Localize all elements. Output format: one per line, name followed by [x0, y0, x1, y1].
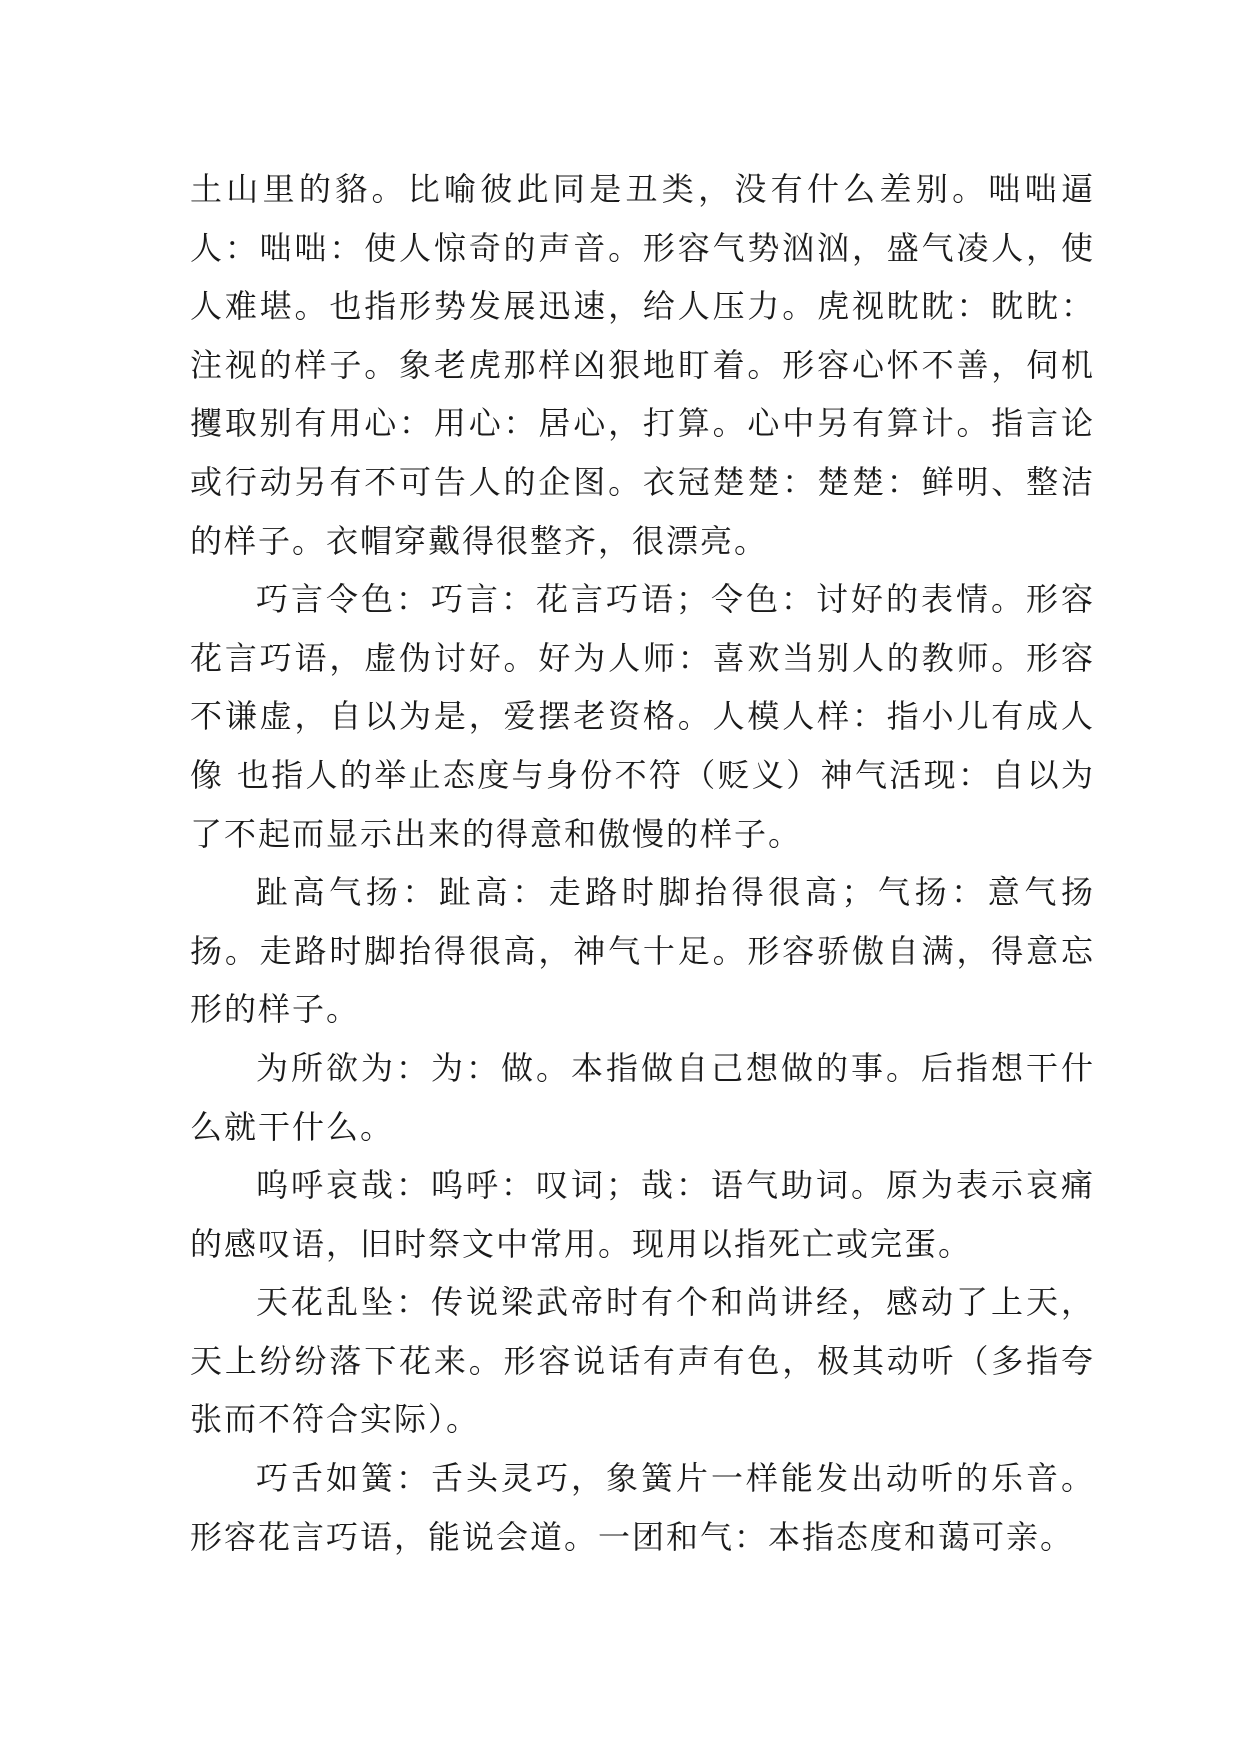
paragraph-6: 天花乱坠：传说梁武帝时有个和尚讲经，感动了上天，天上纷纷落下花来。形容说话有声有色，极其动听（多指夸张而不符合实际）。: [190, 1283, 1095, 1439]
paragraph-1: 土山里的貉。比喻彼此同是丑类，没有什么差别。咄咄逼人：咄咄：使人惊奇的声音。形容气势汹汹，盛气凌人，使人难堪。也指形势发展迅速，给人压力。虎视眈眈：眈眈：注视的样子。象老虎那样凶狠地盯着。形容心怀不善，伺机攫取别有用心：用心：居心，打算。心中另有算计。指言论或行动另有不可告人的企图。衣冠楚楚：楚楚：鲜明、整洁的样子。衣帽穿戴得很整齐，很漂亮。: [190, 170, 1095, 560]
paragraph-7: 巧舌如簧：舌头灵巧，象簧片一样能发出动听的乐音。形容花言巧语，能说会道。一团和气：本指态度和蔼可亲。: [190, 1459, 1095, 1556]
paragraph-4: 为所欲为：为：做。本指做自己想做的事。后指想干什么就干什么。: [190, 1048, 1095, 1146]
paragraph-5: 呜呼哀哉：呜呼：叹词；哉：语气助词。原为表示哀痛的感叹语，旧时祭文中常用。现用以指死亡或完蛋。: [190, 1166, 1095, 1263]
document-body: [190, 160, 1095, 1566]
paragraph-3: 趾高气扬：趾高：走路时脚抬得很高；气扬：意气扬扬。走路时脚抬得很高，神气十足。形容骄傲自满，得意忘形的样子。: [190, 873, 1095, 1029]
paragraph-2: 巧言令色：巧言：花言巧语；令色：讨好的表情。形容花言巧语，虚伪讨好。好为人师：喜欢当别人的教师。形容不谦虚，自以为是，爱摆老资格。人模人样：指小儿有成人像 也指人的举止态度与身份不符（贬义）神气活现：自以为了不起而显示出来的得意和傲慢的样子。: [190, 580, 1095, 853]
